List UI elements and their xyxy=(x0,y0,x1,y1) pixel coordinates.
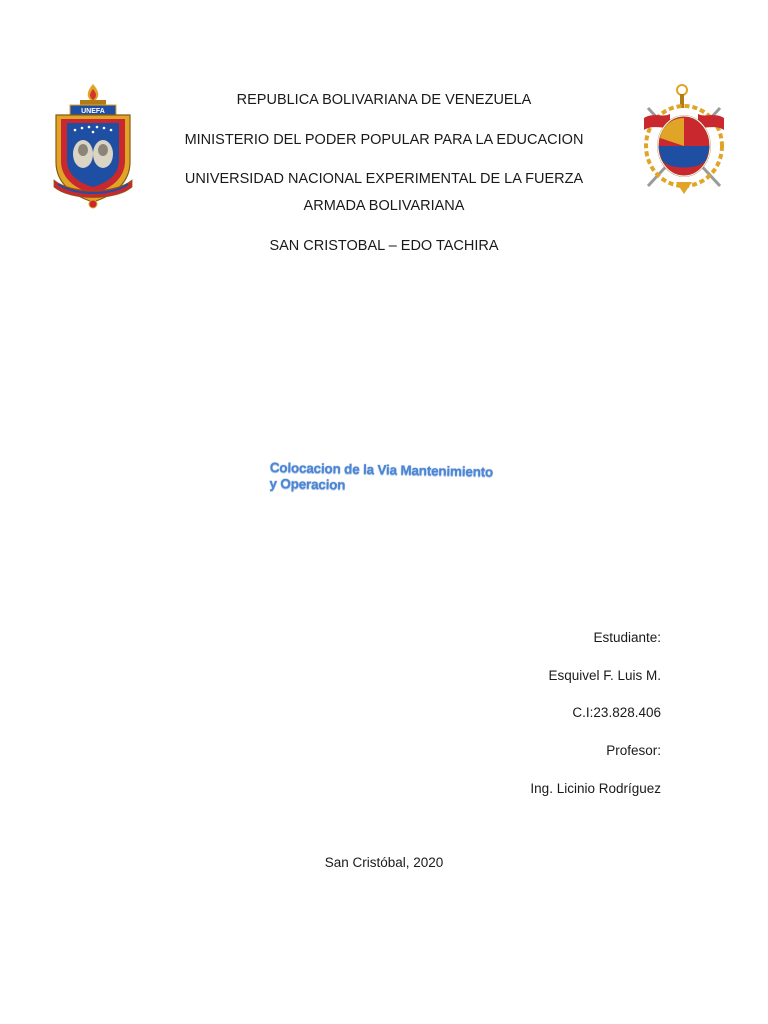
document-title xyxy=(269,460,510,497)
armed-forces-emblem-icon xyxy=(636,82,732,200)
professor-name: Ing. Licinio Rodríguez xyxy=(530,781,661,796)
place-date: San Cristóbal, 2020 xyxy=(324,855,444,870)
header-university-line1: UNIVERSIDAD NACIONAL EXPERIMENTAL DE LA FUERZA xyxy=(184,171,584,187)
logo-left-text: UNEFA xyxy=(81,108,105,115)
student-id: C.I:23.828.406 xyxy=(572,705,661,720)
professor-label: Profesor: xyxy=(606,743,661,758)
title-line-2: y Operacion xyxy=(269,475,346,493)
student-name: Esquivel F. Luis M. xyxy=(548,668,661,683)
unefa-crest-icon xyxy=(50,80,136,210)
student-label: Estudiante: xyxy=(593,630,661,645)
header-university-line2: ARMADA BOLIVARIANA xyxy=(303,198,465,214)
header-ministry: MINISTERIO DEL PODER POPULAR PARA LA EDUCACION xyxy=(184,132,584,148)
header-location: SAN CRISTOBAL – EDO TACHIRA xyxy=(269,238,499,254)
title-line-1: Colocacion de la Via Mantenimiento xyxy=(269,460,494,480)
header-republic: REPUBLICA BOLIVARIANA DE VENEZUELA xyxy=(236,92,532,108)
